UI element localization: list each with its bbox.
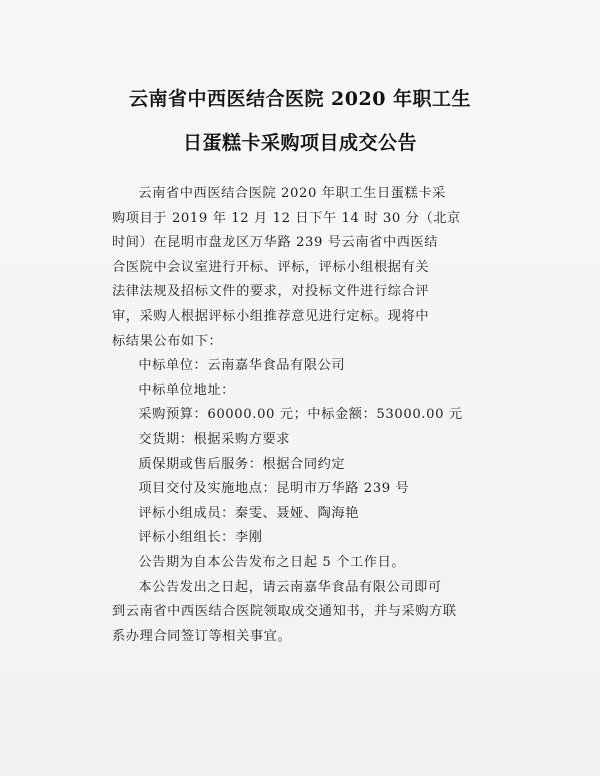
- intro-line: 标结果公布如下：: [112, 333, 223, 349]
- warranty-service: 质保期或售后服务：根据合同约定: [138, 456, 346, 472]
- intro-line: 法律法规及招标文件的要求，对投标文件进行综合评: [112, 284, 430, 300]
- closing-paragraph: [112, 576, 490, 650]
- delivery-period: 交货期：根据采购方要求: [138, 431, 291, 447]
- closing-line: 到云南省中西医结合医院领取成交通知书，并与采购方联: [112, 604, 457, 620]
- intro-line: 时间）在昆明市盘龙区万华路 239 号云南省中西医结: [112, 235, 439, 251]
- announcement-body: [112, 182, 490, 649]
- closing-line: 系办理合同签订等相关事宜。: [112, 628, 292, 644]
- delivery-location: 项目交付及实施地点：昆明市万华路 239 号: [138, 481, 410, 497]
- evaluation-members: 评标小组成员：秦雯、聂娅、陶海艳: [138, 505, 359, 521]
- winning-bidder: 中标单位：云南嘉华食品有限公司: [138, 358, 346, 374]
- intro-paragraph: [112, 182, 490, 354]
- intro-line: 审，采购人根据评标小组推荐意见进行定标。现将中: [112, 308, 430, 324]
- title-line-2: 日蛋糕卡采购项目成交公告: [182, 132, 417, 154]
- intro-line: 云南省中西医结合医院 2020 年职工生日蛋糕卡采: [138, 186, 446, 201]
- announcement-period: 公告期为自本公告发布之日起 5 个工作日。: [138, 554, 406, 570]
- evaluation-leader: 评标小组组长：李刚: [138, 530, 263, 546]
- intro-line: 购项目于 2019 年 12 月 12 日下午 14 时 30 分（北京: [112, 210, 461, 226]
- winning-bidder-address: 中标单位地址：: [138, 382, 235, 398]
- title-line-1: 云南省中西医结合医院 2020 年职工生: [128, 88, 472, 110]
- budget-and-bid-amount: 采购预算：60000.00 元；中标金额：53000.00 元: [138, 407, 463, 423]
- closing-line: 本公告发出之日起，请云南嘉华食品有限公司即可: [138, 579, 442, 595]
- intro-line: 合医院中会议室进行开标、评标，评标小组根据有关: [112, 259, 430, 275]
